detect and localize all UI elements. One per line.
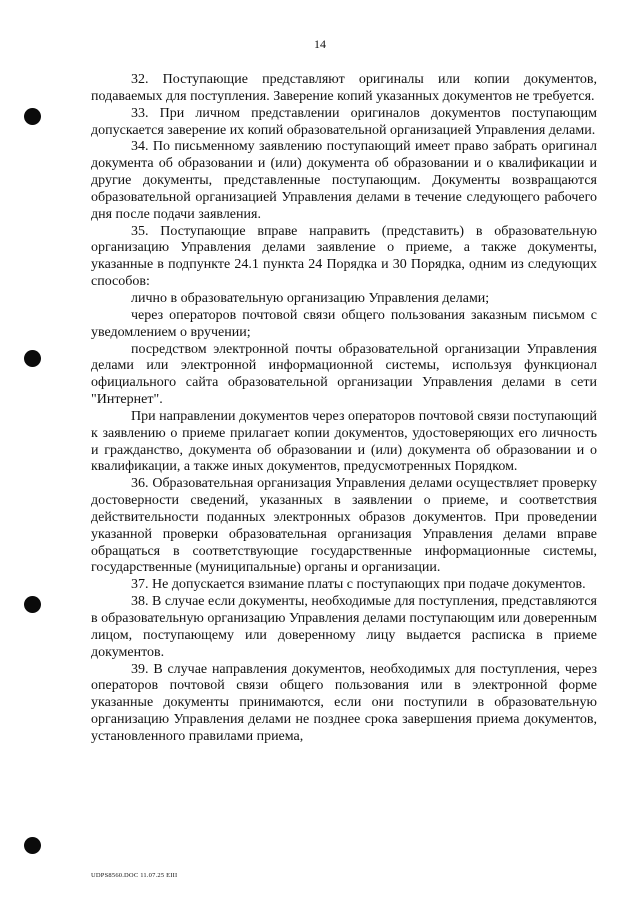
page-number: 14 [314,37,326,51]
paragraph-35-postal-note: При направлении документов через операторов почтовой связи поступающий к заявлению о приеме прилагает копии документов, удостоверяющих его личность и гражданство, документа об образовании и (или) документа об образовании и о квалификации, а также иных документов, предусмотренных Порядком. [91,408,597,475]
paragraph-35: 35. Поступающие вправе направить (представить) в образовательную организацию Управления делами заявление о приеме, а также документы, указанные в подпункте 24.1 пункта 24 Порядка и 30 Порядка, одним из следующих способов: [91,223,597,290]
binder-hole-icon [24,108,41,125]
binder-hole-icon [24,350,41,367]
paragraph-37: 37. Не допускается взимание платы с поступающих при подаче документов. [131,577,586,593]
document-body [91,72,597,746]
paragraph-39: 39. В случае направления документов, необходимых для поступления, через операторов почтовой связи общего пользования или в электронной форме указанные документы принимаются, если они поступили в образовательную организацию Управления делами не позднее срока завершения приема документов, установленного правилами приема, [91,661,597,744]
paragraph-33: 33. При личном представлении оригиналов документов поступающим допускается заверение их копий образовательной организацией Управления делами. [91,105,597,138]
paragraph-38: 38. В случае если документы, необходимые для поступления, представляются в образовательную организацию Управления делами поступающим или доверенным лицом, поступающему или доверенному лицу выдается расписка в приеме документов. [91,594,597,660]
paragraph-34: 34. По письменному заявлению поступающий имеет право забрать оригинал документа об образовании и (или) документа об образовании и о квалификации и другие документы, представленные поступающим. Документы возвращаются образовательной организацией Управления делами в течение следующего рабочего дня после подачи заявления. [91,139,597,222]
paragraph-35-method-in-person: лично в образовательную организацию Управления делами; [131,290,490,306]
binder-hole-icon [24,596,41,613]
footer-document-code: UDPS8560.DOC 11.07.25 EIII [91,872,178,879]
paragraph-36: 36. Образовательная организация Управления делами осуществляет проверку достоверности сведений, указанных в заявлении о приеме, и соответствия действительности поданных электронных образов документов. При проведении указанной проверки образовательная организация Управления делами вправе обращаться в соответствующие государственные информационные системы, государственные (муниципальные) органы и организации. [91,476,597,576]
binder-hole-icon [24,837,41,854]
paragraph-32: 32. Поступающие представляют оригиналы или копии документов, подаваемых для поступления. Заверение копий указанных документов не требуется. [91,72,597,104]
paragraph-35-method-electronic: посредством электронной почты образовательной организации Управления делами или электронной информационной системы, используя функционал официального сайта образовательной организации Управления делами в сети "Интернет". [91,341,597,408]
paragraph-35-method-post: через операторов почтовой связи общего пользования заказным письмом с уведомлением о вручении; [91,307,597,340]
